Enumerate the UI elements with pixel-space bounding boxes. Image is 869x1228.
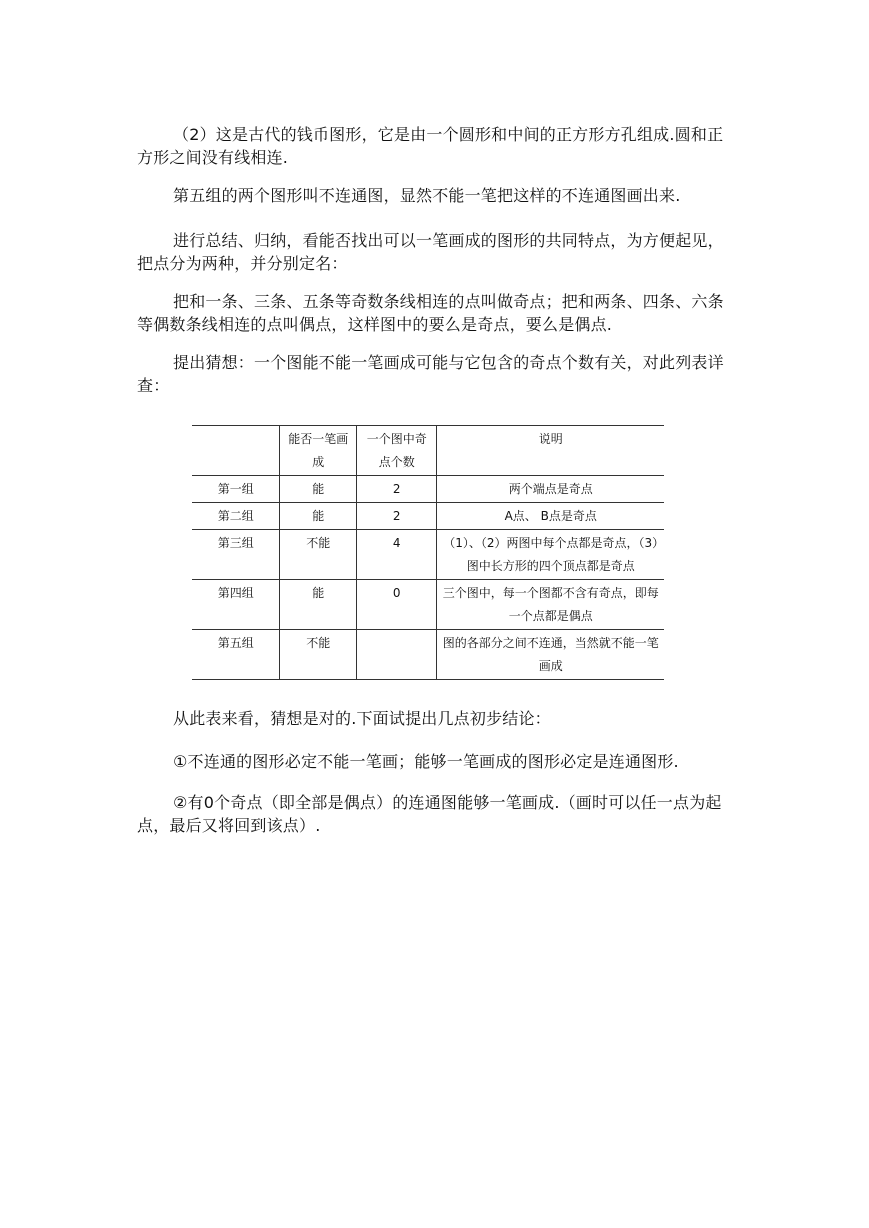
table-cell-group: 第五组 [192, 630, 280, 680]
table-cell-description: 两个端点是奇点 [437, 476, 664, 503]
paragraph-table-result: 从此表来看，猜想是对的.下面试提出几点初步结论： [173, 709, 551, 728]
table-header-can-draw: 能否一笔画成 [280, 426, 357, 476]
table-cell-odd-count: 2 [356, 503, 437, 530]
table-cell-group: 第一组 [192, 476, 280, 503]
table-cell-odd-count [356, 630, 437, 680]
paragraph-conjecture: 提出猜想：一个图能不能一笔画成可能与它包含的奇点个数有关，对此列表详查： [137, 353, 724, 395]
table-cell-description: （1）、（2）两图中每个点都是奇点，（3）图中长方形的四个顶点都是奇点 [437, 530, 664, 580]
table-cell-description: A点、 B点是奇点 [437, 503, 664, 530]
table-row [192, 580, 664, 630]
table-cell-can-draw: 能 [280, 503, 357, 530]
table-cell-description: 图的各部分之间不连通，当然就不能一笔画成 [437, 630, 664, 680]
paragraph-odd-even-points: 把和一条、三条、五条等奇数条线相连的点叫做奇点；把和两条、四条、六条等偶数条线相连的点叫偶点，这样图中的要么是奇点，要么是偶点. [137, 292, 724, 334]
table-cell-can-draw: 不能 [280, 530, 357, 580]
table-cell-can-draw: 能 [280, 476, 357, 503]
table-header-group [192, 426, 280, 476]
paragraph-conclusion-2: ②有0个奇点（即全部是偶点）的连通图能够一笔画成.（画时可以任一点为起点，最后又将回到该点）. [137, 793, 722, 835]
table-row [192, 476, 664, 503]
paragraph-summary: 进行总结、归纳，看能否找出可以一笔画成的图形的共同特点，为方便起见，把点分为两种，并分别定名： [137, 231, 724, 273]
table-cell-group: 第四组 [192, 580, 280, 630]
table-header-row [192, 426, 664, 476]
table-header-description: 说明 [437, 426, 664, 476]
table-cell-odd-count: 4 [356, 530, 437, 580]
table-row [192, 503, 664, 530]
table-cell-can-draw: 能 [280, 580, 357, 630]
table-cell-group: 第二组 [192, 503, 280, 530]
table-cell-description: 三个图中，每一个图都不含有奇点，即每一个点都是偶点 [437, 580, 664, 630]
paragraph-conclusion-1: ①不连通的图形必定不能一笔画；能够一笔画成的图形必定是连通图形. [173, 752, 679, 771]
table-header-odd-count: 一个图中奇点个数 [356, 426, 437, 476]
odd-points-table [192, 425, 664, 680]
table-cell-odd-count: 2 [356, 476, 437, 503]
paragraph-disconnected-graph: 第五组的两个图形叫不连通图，显然不能一笔把这样的不连通图画出来. [173, 186, 681, 205]
table-row [192, 630, 664, 680]
table-cell-group: 第三组 [192, 530, 280, 580]
table-cell-odd-count: 0 [356, 580, 437, 630]
table-row [192, 530, 664, 580]
table-cell-can-draw: 不能 [280, 630, 357, 680]
paragraph-coin-figure: （2）这是古代的钱币图形，它是由一个圆形和中间的正方形方孔组成.圆和正方形之间没有线相连. [137, 125, 724, 167]
